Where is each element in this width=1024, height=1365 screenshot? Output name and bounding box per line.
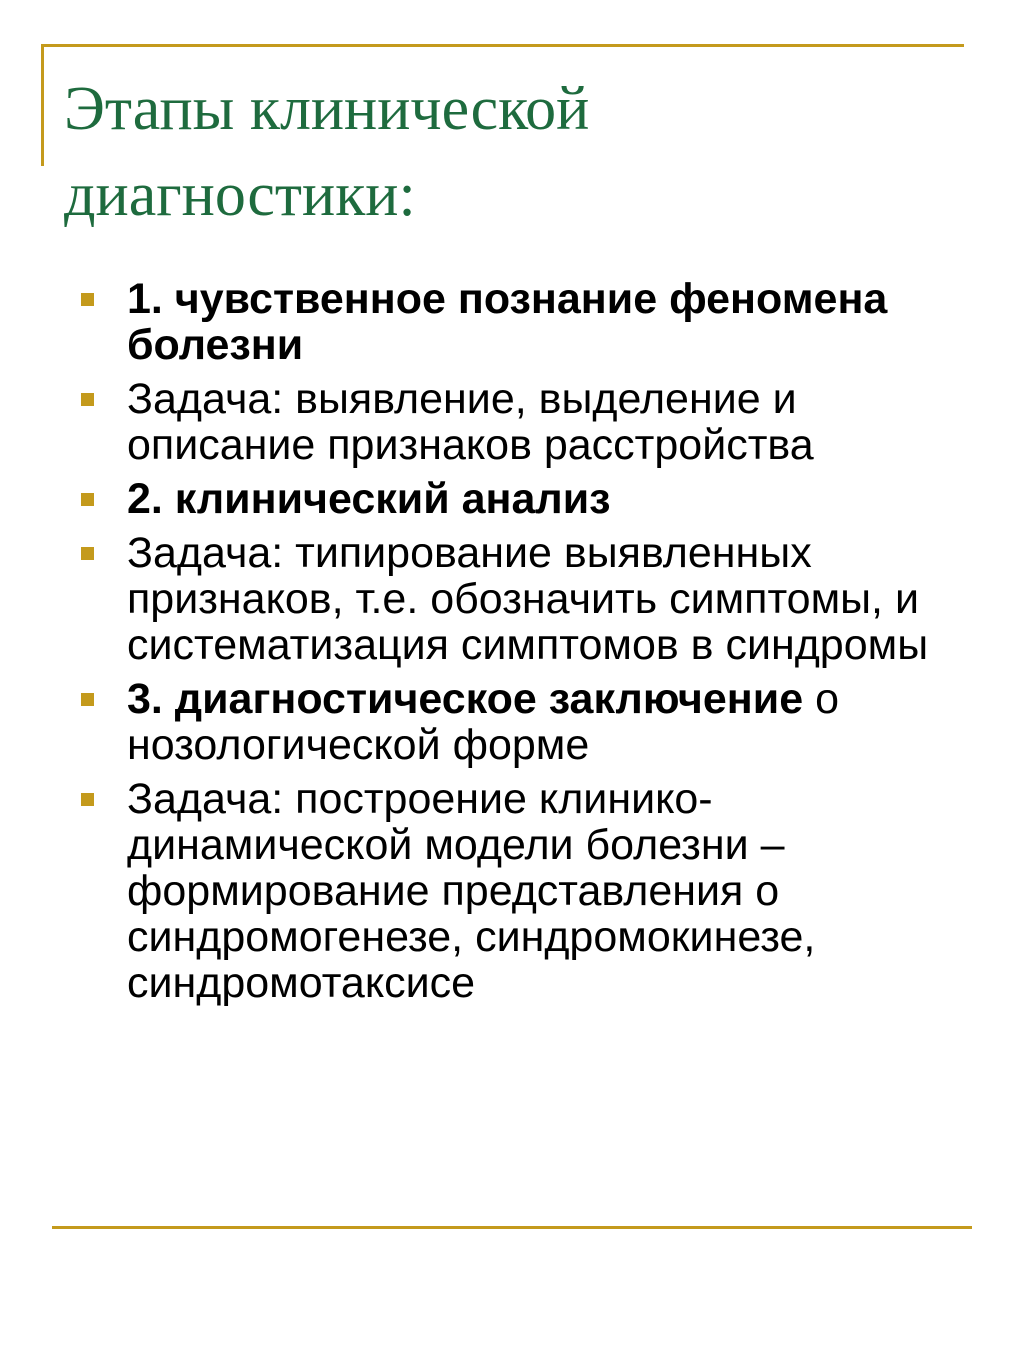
bullet-text: Задача: построение клинико-динамической модели болезни – формирование представления о синдромогенезе, синдромокинезе, синдромотаксисе (127, 775, 816, 1007)
bullet-bold-text: 1. чувственное познание феномена болезни (127, 275, 888, 369)
bullet-item-6 (78, 776, 978, 1006)
square-bullet-icon (81, 393, 94, 406)
slide-title (64, 66, 964, 238)
bullet-text: о нозологической форме (127, 675, 839, 769)
bullet-item-2 (78, 376, 978, 468)
square-bullet-icon (81, 547, 94, 560)
square-bullet-icon (81, 793, 94, 806)
bullet-bold-text: 3. диагностическое заключение (127, 675, 804, 723)
bullet-item-5 (78, 676, 978, 768)
square-bullet-icon (81, 293, 94, 306)
frame-left-line (41, 44, 44, 166)
bullet-item-4 (78, 530, 978, 668)
title-line-2: диагностики: (64, 161, 416, 229)
frame-bottom-line (52, 1226, 972, 1229)
bullet-bold-text: 2. клинический анализ (127, 475, 611, 523)
square-bullet-icon (81, 493, 94, 506)
bullet-item-1 (78, 276, 978, 368)
title-line-1: Этапы клинической (64, 75, 590, 143)
bullet-text: Задача: выявление, выделение и описание признаков расстройства (127, 375, 814, 469)
bullet-item-3 (78, 476, 978, 522)
bullet-list (78, 276, 978, 1014)
frame-top-line (41, 44, 964, 47)
square-bullet-icon (81, 693, 94, 706)
bullet-text: Задача: типирование выявленных признаков, т.е. обозначить симптомы, и систематизация симптомов в синдромы (127, 529, 929, 669)
